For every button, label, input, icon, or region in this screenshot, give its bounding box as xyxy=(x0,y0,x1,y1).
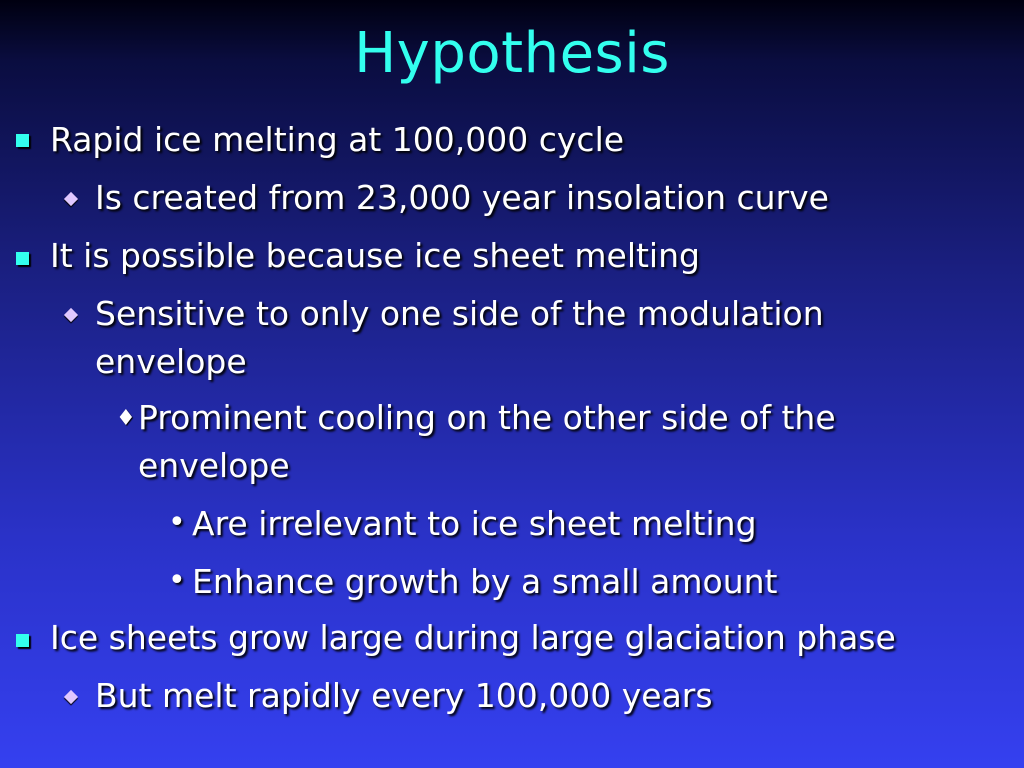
bullet-text-continuation: envelope xyxy=(138,446,290,485)
bullet-text: It is possible because ice sheet melting xyxy=(50,236,700,275)
bullet-text: Are irrelevant to ice sheet melting xyxy=(192,504,757,543)
bullet-text: Sensitive to only one side of the modulation xyxy=(95,294,824,333)
bullet-text: But melt rapidly every 100,000 years xyxy=(95,676,713,715)
square-bullet-icon xyxy=(16,134,29,147)
bullet-text-continuation: envelope xyxy=(95,342,247,381)
slide-title: Hypothesis xyxy=(354,21,670,86)
bullet-text: Prominent cooling on the other side of the xyxy=(138,398,836,437)
diamond-bullet-icon xyxy=(64,308,78,322)
bullet-text: Is created from 23,000 year insolation curve xyxy=(95,178,829,217)
bullet-text: Rapid ice melting at 100,000 cycle xyxy=(50,120,625,159)
diamond-bullet-icon xyxy=(64,690,78,704)
dot-bullet-icon: • xyxy=(168,563,186,598)
bullet-text: Ice sheets grow large during large glaciation phase xyxy=(50,618,896,657)
diamond-bullet-icon xyxy=(64,192,78,206)
square-bullet-icon xyxy=(16,634,29,647)
small-diamond-bullet-icon: ♦ xyxy=(116,406,136,431)
dot-bullet-icon: • xyxy=(168,505,186,540)
square-bullet-icon xyxy=(16,252,29,265)
bullet-text: Enhance growth by a small amount xyxy=(192,562,778,601)
